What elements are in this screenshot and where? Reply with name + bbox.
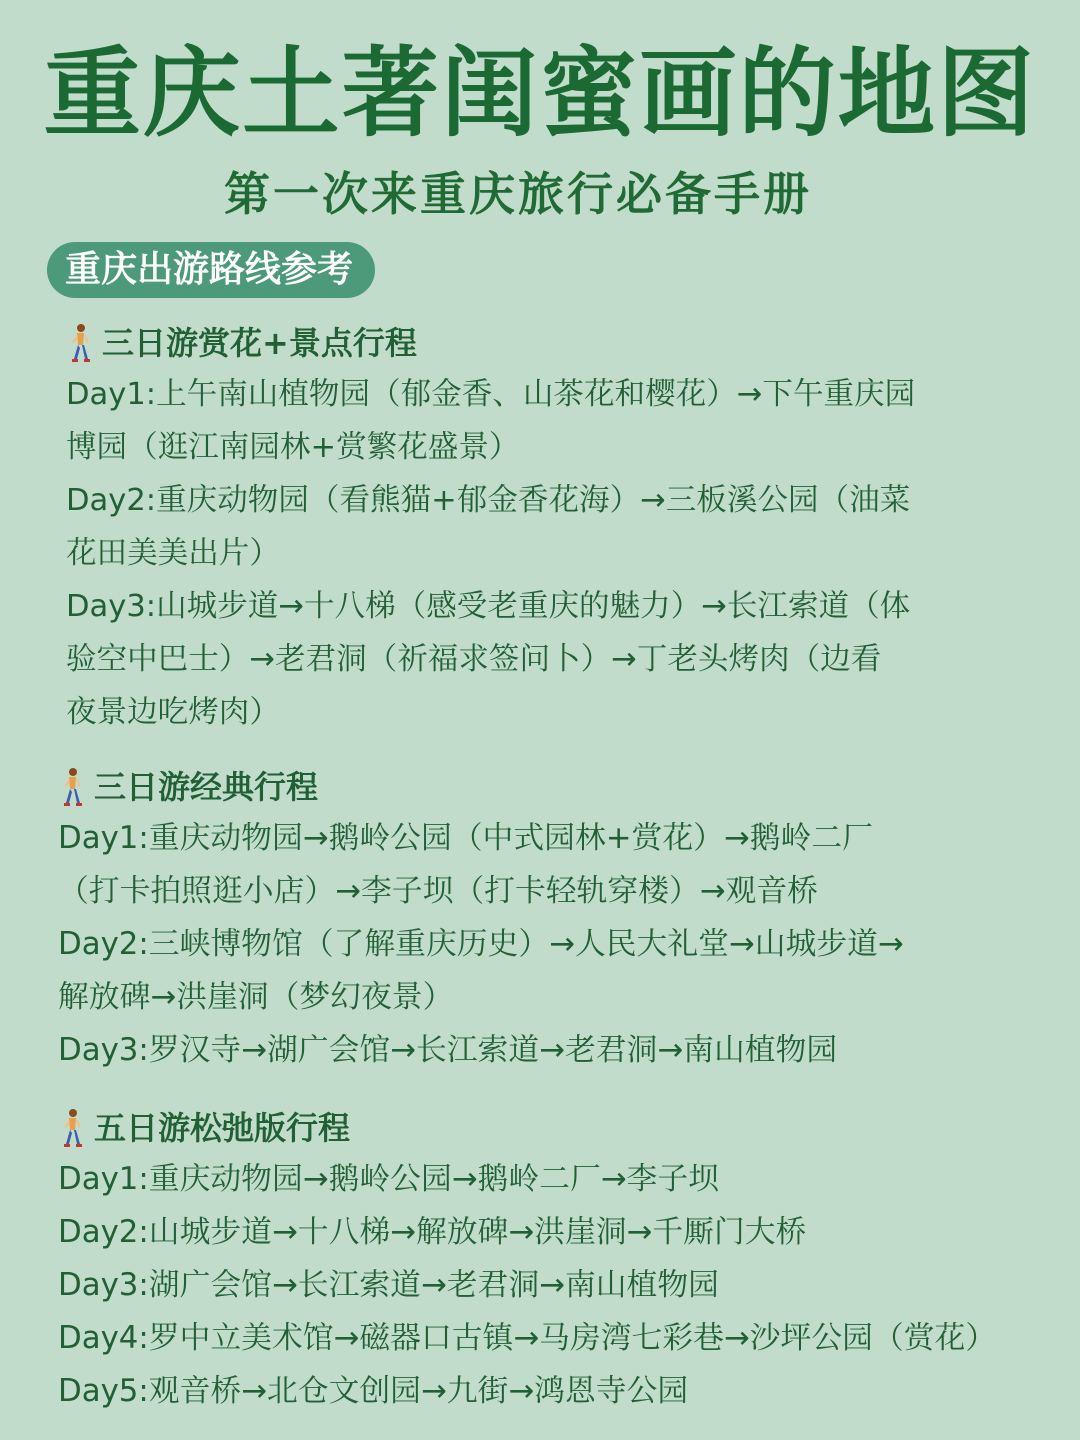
itinerary-line: Day5:观音桥→北仓文创园→九街→鸿恩寺公园 [58, 1373, 689, 1409]
walking-person-icon [66, 323, 92, 363]
walking-person-icon [58, 1108, 84, 1148]
itinerary-line: Day3:湖广会馆→长江索道→老君洞→南山植物园 [58, 1267, 719, 1303]
itinerary-line: Day3:山城步道→十八梯（感受老重庆的魅力）→长江索道（体 [66, 589, 911, 624]
itinerary-line: 博园（逛江南园林+赏繁花盛景） [66, 430, 520, 465]
itinerary-line: 花田美美出片） [66, 536, 280, 571]
route-tag-badge: 重庆出游路线参考 [47, 242, 375, 298]
itinerary-line: Day2:三峡博物馆（了解重庆历史）→人民大礼堂→山城步道→ [58, 926, 904, 962]
section-heading [58, 1103, 1078, 1153]
section-heading-text: 三日游赏花+景点行程 [102, 324, 417, 362]
itinerary-line: （打卡拍照逛小店）→李子坝（打卡轻轨穿楼）→观音桥 [58, 873, 818, 909]
page-title: 重庆土著闺蜜画的地图 [43, 37, 1037, 150]
itinerary-line: 夜景边吃烤肉） [66, 695, 280, 730]
itinerary-line: 解放碑→洪崖洞（梦幻夜景） [58, 979, 454, 1015]
itinerary-line: Day2:重庆动物园（看熊猫+郁金香花海）→三板溪公园（油菜 [66, 483, 911, 518]
itinerary-line: Day2:山城步道→十八梯→解放碑→洪崖洞→千厮门大桥 [58, 1214, 807, 1250]
section-heading-text: 三日游经典行程 [94, 768, 319, 806]
itinerary-section-5day-relaxed [58, 1103, 1078, 1418]
page-subtitle: 第一次来重庆旅行必备手册 [224, 167, 812, 221]
section-heading [66, 318, 1080, 368]
itinerary-line: Day1:重庆动物园→鹅岭公园→鹅岭二厂→李子坝 [58, 1161, 719, 1197]
itinerary-line: Day3:罗汉寺→湖广会馆→长江索道→老君洞→南山植物园 [58, 1032, 838, 1068]
itinerary-line: Day1:上午南山植物园（郁金香、山茶花和樱花）→下午重庆园 [66, 377, 916, 412]
itinerary-line: Day1:重庆动物园→鹅岭公园（中式园林+赏花）→鹅岭二厂 [58, 820, 873, 856]
itinerary-line: Day4:罗中立美术馆→磁器口古镇→马房湾七彩巷→沙坪公园（赏花） [58, 1320, 997, 1356]
itinerary-line: 验空中巴士）→老君洞（祈福求签问卜）→丁老头烤肉（边看 [66, 642, 882, 677]
walking-person-icon [58, 767, 84, 807]
itinerary-section-3day-flowers [66, 318, 1080, 739]
section-heading [58, 762, 1078, 812]
itinerary-section-3day-classic [58, 762, 1078, 1077]
section-heading-text: 五日游松弛版行程 [94, 1109, 351, 1147]
